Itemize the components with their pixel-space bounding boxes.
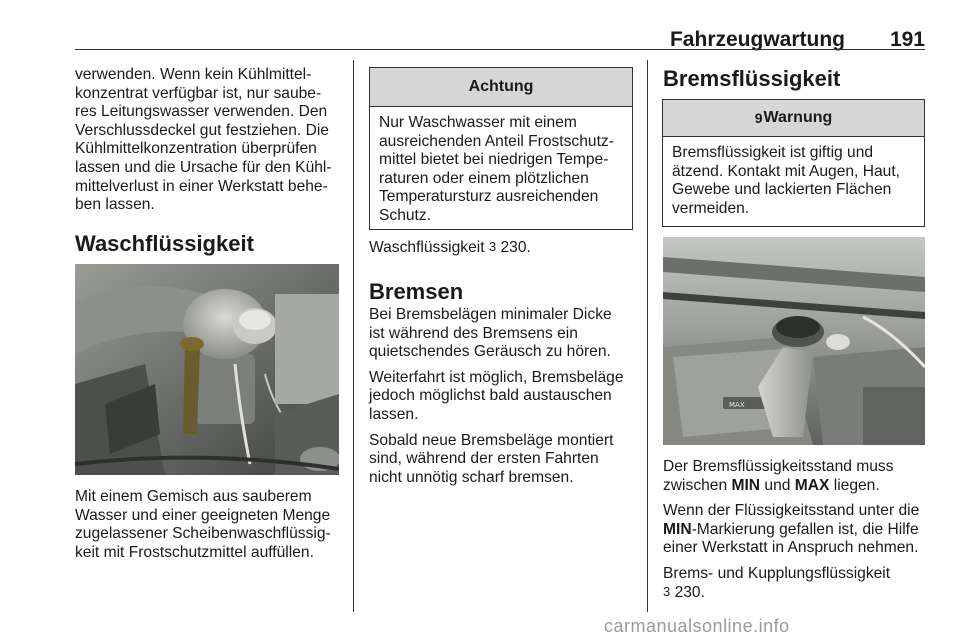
caution-box-title: Achtung (370, 68, 632, 107)
page-number: 191 (889, 28, 925, 51)
brake-fluid-photo (663, 237, 925, 445)
caution-box (369, 67, 633, 230)
washer-fluid-illustration (75, 264, 339, 475)
heading-waschfluessigkeit: Waschflüssigkeit (75, 231, 254, 256)
brake-fluid-max-label: MAX (729, 401, 745, 409)
warning-box (662, 99, 925, 227)
page-reference-arrow-icon: 3 (663, 583, 671, 599)
column-divider-left (353, 60, 354, 612)
heading-bremsen: Bremsen (369, 279, 464, 304)
brake-fluid-illustration (663, 237, 925, 445)
bremsen-text: Bei Bremsbelägen minimaler Dicke ist während des Bremsens ein quietschendes Geräusch zu hören. Weiterfahrt ist möglich, Bremsbeläge jedoch möglichst bald austauschen lassen. Sobald neue Bremsbeläge montiert sind, während der ersten Fahrten nicht unnötig scharf bremsen. (369, 306, 624, 486)
warning-triangle-icon: 9 (754, 110, 763, 126)
page-header (75, 0, 925, 50)
washer-fluid-caption: Mit einem Gemisch aus sauberem Wasser und einer geeigneten Menge zugelassener Scheibenwaschflüssig- keit mit Frostschutzmittel auffüllen. (75, 488, 331, 561)
washer-fluid-reference: Waschflüssigkeit 3 230. (369, 239, 531, 256)
warning-box-title: 9 Warnung (663, 100, 924, 137)
heading-bremsfluessigkeit: Bremsflüssigkeit (663, 66, 841, 91)
watermark: carmanualsonline.info (604, 616, 790, 636)
column-divider-right (647, 60, 648, 612)
washer-fluid-photo (75, 264, 339, 475)
header-rule (75, 49, 925, 50)
page-reference-arrow-icon: 3 (488, 239, 497, 254)
warning-box-text: Bremsflüssigkeit ist giftig und ätzend. Kontakt mit Augen, Haut, Gewebe und lackierten Flächen vermeiden. (672, 144, 900, 217)
page-title: Fahrzeugwartung (669, 28, 845, 51)
caution-box-text: Nur Waschwasser mit einem ausreichenden Anteil Frostschutz- mittel bietet bei niedrigen Tempe- raturen oder einem plötzlichen Temperatursturz ausreichenden Schutz. (379, 114, 614, 224)
brake-fluid-text: Der Bremsflüssigkeitsstand muss zwischen MIN und MAX liegen. Wenn der Flüssigkeitsstand unter die MIN-Markierung gefallen ist, die Hilfe einer Werkstatt in Anspruch nehmen. Brems- und Kupplungsflüssigkeit 3 230. (663, 458, 920, 601)
left-intro-text: verwenden. Wenn kein Kühlmittel- konzentrat verfügbar ist, nur saube- res Leitungswasser verwenden. Den Verschlussdeckel gut festziehen. Die Kühlmittelkonzentration überprüfen lassen und die Ursache für den Kühl- mittelverlust in einer Werkstatt behe- ben lassen. (75, 66, 332, 214)
